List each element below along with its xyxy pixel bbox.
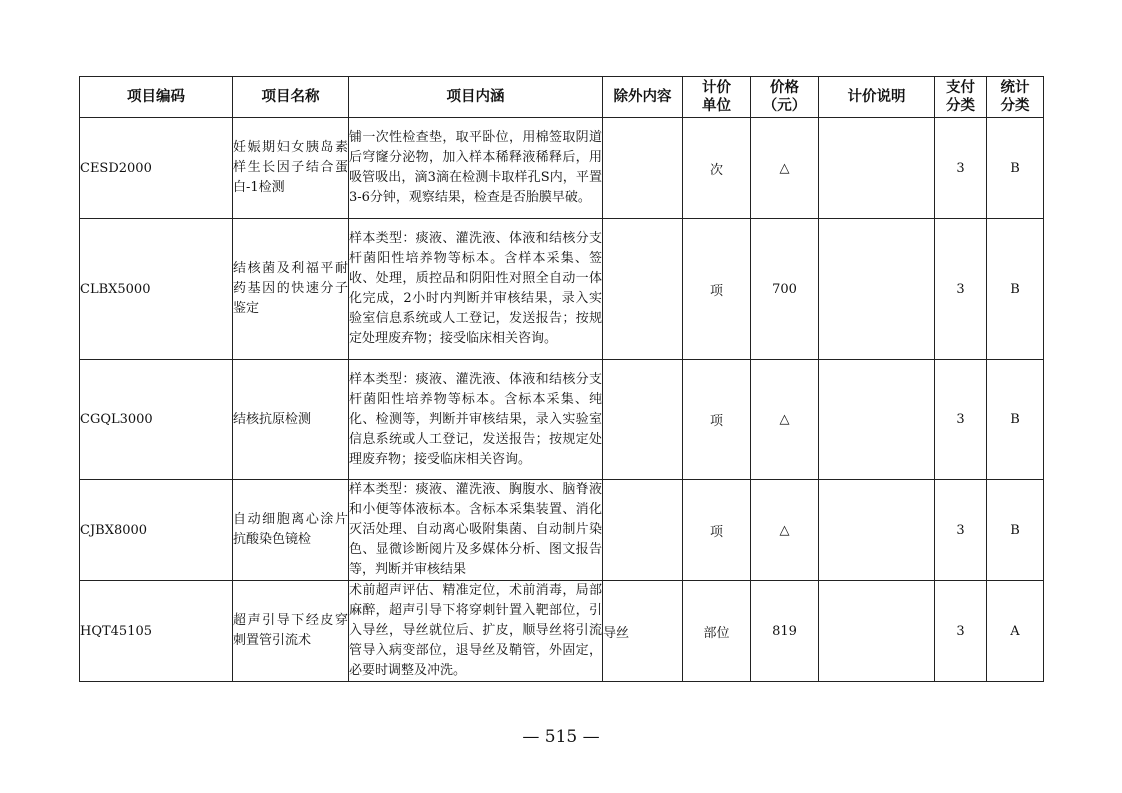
item-payment: 3 xyxy=(935,219,987,360)
item-content: 样本类型：痰液、灌洗液、胸腹水、脑脊液和小便等体液标本。含标本采集装置、消化灭活处理、自动离心吸附集菌、自动制片染色、显微诊断阅片及多媒体分析、图文报告等，判断并审核结果 xyxy=(349,480,603,581)
item-price: 700 xyxy=(751,219,819,360)
item-name: 超声引导下经皮穿刺置管引流术 xyxy=(233,581,349,682)
item-exclusion xyxy=(603,360,683,480)
item-code: CLBX5000 xyxy=(80,219,233,360)
item-unit: 次 xyxy=(683,118,751,219)
item-code: HQT45105 xyxy=(80,581,233,682)
table-row xyxy=(80,480,1044,581)
item-payment: 3 xyxy=(935,480,987,581)
item-content: 样本类型：痰液、灌洗液、体液和结核分支杆菌阳性培养物等标本。含标本采集、纯化、检测等，判断并审核结果，录入实验室信息系统或人工登记，发送报告；按规定处理废弃物；接受临床相关咨询。 xyxy=(349,360,603,480)
item-name: 自动细胞离心涂片抗酸染色镜检 xyxy=(233,480,349,581)
item-unit: 项 xyxy=(683,360,751,480)
fee-schedule-table xyxy=(79,76,1044,682)
item-note xyxy=(819,581,935,682)
item-content: 样本类型：痰液、灌洗液、体液和结核分支杆菌阳性培养物等标本。含样本采集、签收、处理，质控品和阴阳性对照全自动一体化完成，2小时内判断并审核结果，录入实验室信息系统或人工登记，发送报告；按规定处理废弃物；接受临床相关咨询。 xyxy=(349,219,603,360)
item-payment: 3 xyxy=(935,118,987,219)
table-row xyxy=(80,219,1044,360)
item-stats: A xyxy=(987,581,1044,682)
item-stats: B xyxy=(987,118,1044,219)
item-payment: 3 xyxy=(935,581,987,682)
header-note: 计价说明 xyxy=(819,77,935,118)
table-row xyxy=(80,360,1044,480)
header-row xyxy=(80,77,1044,118)
header-code: 项目编码 xyxy=(80,77,233,118)
item-name: 妊娠期妇女胰岛素样生长因子结合蛋白-1检测 xyxy=(233,118,349,219)
item-note xyxy=(819,219,935,360)
item-content: 术前超声评估、精准定位，术前消毒，局部麻醉，超声引导下将穿刺针置入靶部位，引入导丝，导丝就位后、扩皮，顺导丝将引流管导入病变部位，退导丝及鞘管，外固定，必要时调整及冲洗。 xyxy=(349,581,603,682)
item-exclusion xyxy=(603,118,683,219)
item-stats: B xyxy=(987,360,1044,480)
item-unit: 部位 xyxy=(683,581,751,682)
item-name: 结核抗原检测 xyxy=(233,360,349,480)
item-code: CGQL3000 xyxy=(80,360,233,480)
item-name: 结核菌及利福平耐药基因的快速分子鉴定 xyxy=(233,219,349,360)
item-exclusion: 导丝 xyxy=(603,581,683,682)
header-exclusion: 除外内容 xyxy=(603,77,683,118)
item-price: △ xyxy=(751,118,819,219)
header-content: 项目内涵 xyxy=(349,77,603,118)
item-unit: 项 xyxy=(683,480,751,581)
header-price: 价格 （元） xyxy=(751,77,819,118)
item-stats: B xyxy=(987,480,1044,581)
item-exclusion xyxy=(603,219,683,360)
item-price: △ xyxy=(751,360,819,480)
item-note xyxy=(819,480,935,581)
item-price: 819 xyxy=(751,581,819,682)
item-note xyxy=(819,360,935,480)
item-exclusion xyxy=(603,480,683,581)
header-name: 项目名称 xyxy=(233,77,349,118)
item-unit: 项 xyxy=(683,219,751,360)
item-code: CJBX8000 xyxy=(80,480,233,581)
header-stats: 统计 分类 xyxy=(987,77,1044,118)
item-stats: B xyxy=(987,219,1044,360)
header-unit: 计价 单位 xyxy=(683,77,751,118)
table-row xyxy=(80,581,1044,682)
item-price: △ xyxy=(751,480,819,581)
item-payment: 3 xyxy=(935,360,987,480)
item-note xyxy=(819,118,935,219)
page-number: — 515 — xyxy=(522,727,600,747)
item-content: 铺一次性检查垫，取平卧位，用棉签取阴道后穹窿分泌物，加入样本稀释液稀释后，用吸管吸出，滴3滴在检测卡取样孔S内，平置3-6分钟，观察结果，检查是否胎膜早破。 xyxy=(349,118,603,219)
item-code: CESD2000 xyxy=(80,118,233,219)
table-row xyxy=(80,118,1044,219)
header-payment: 支付 分类 xyxy=(935,77,987,118)
